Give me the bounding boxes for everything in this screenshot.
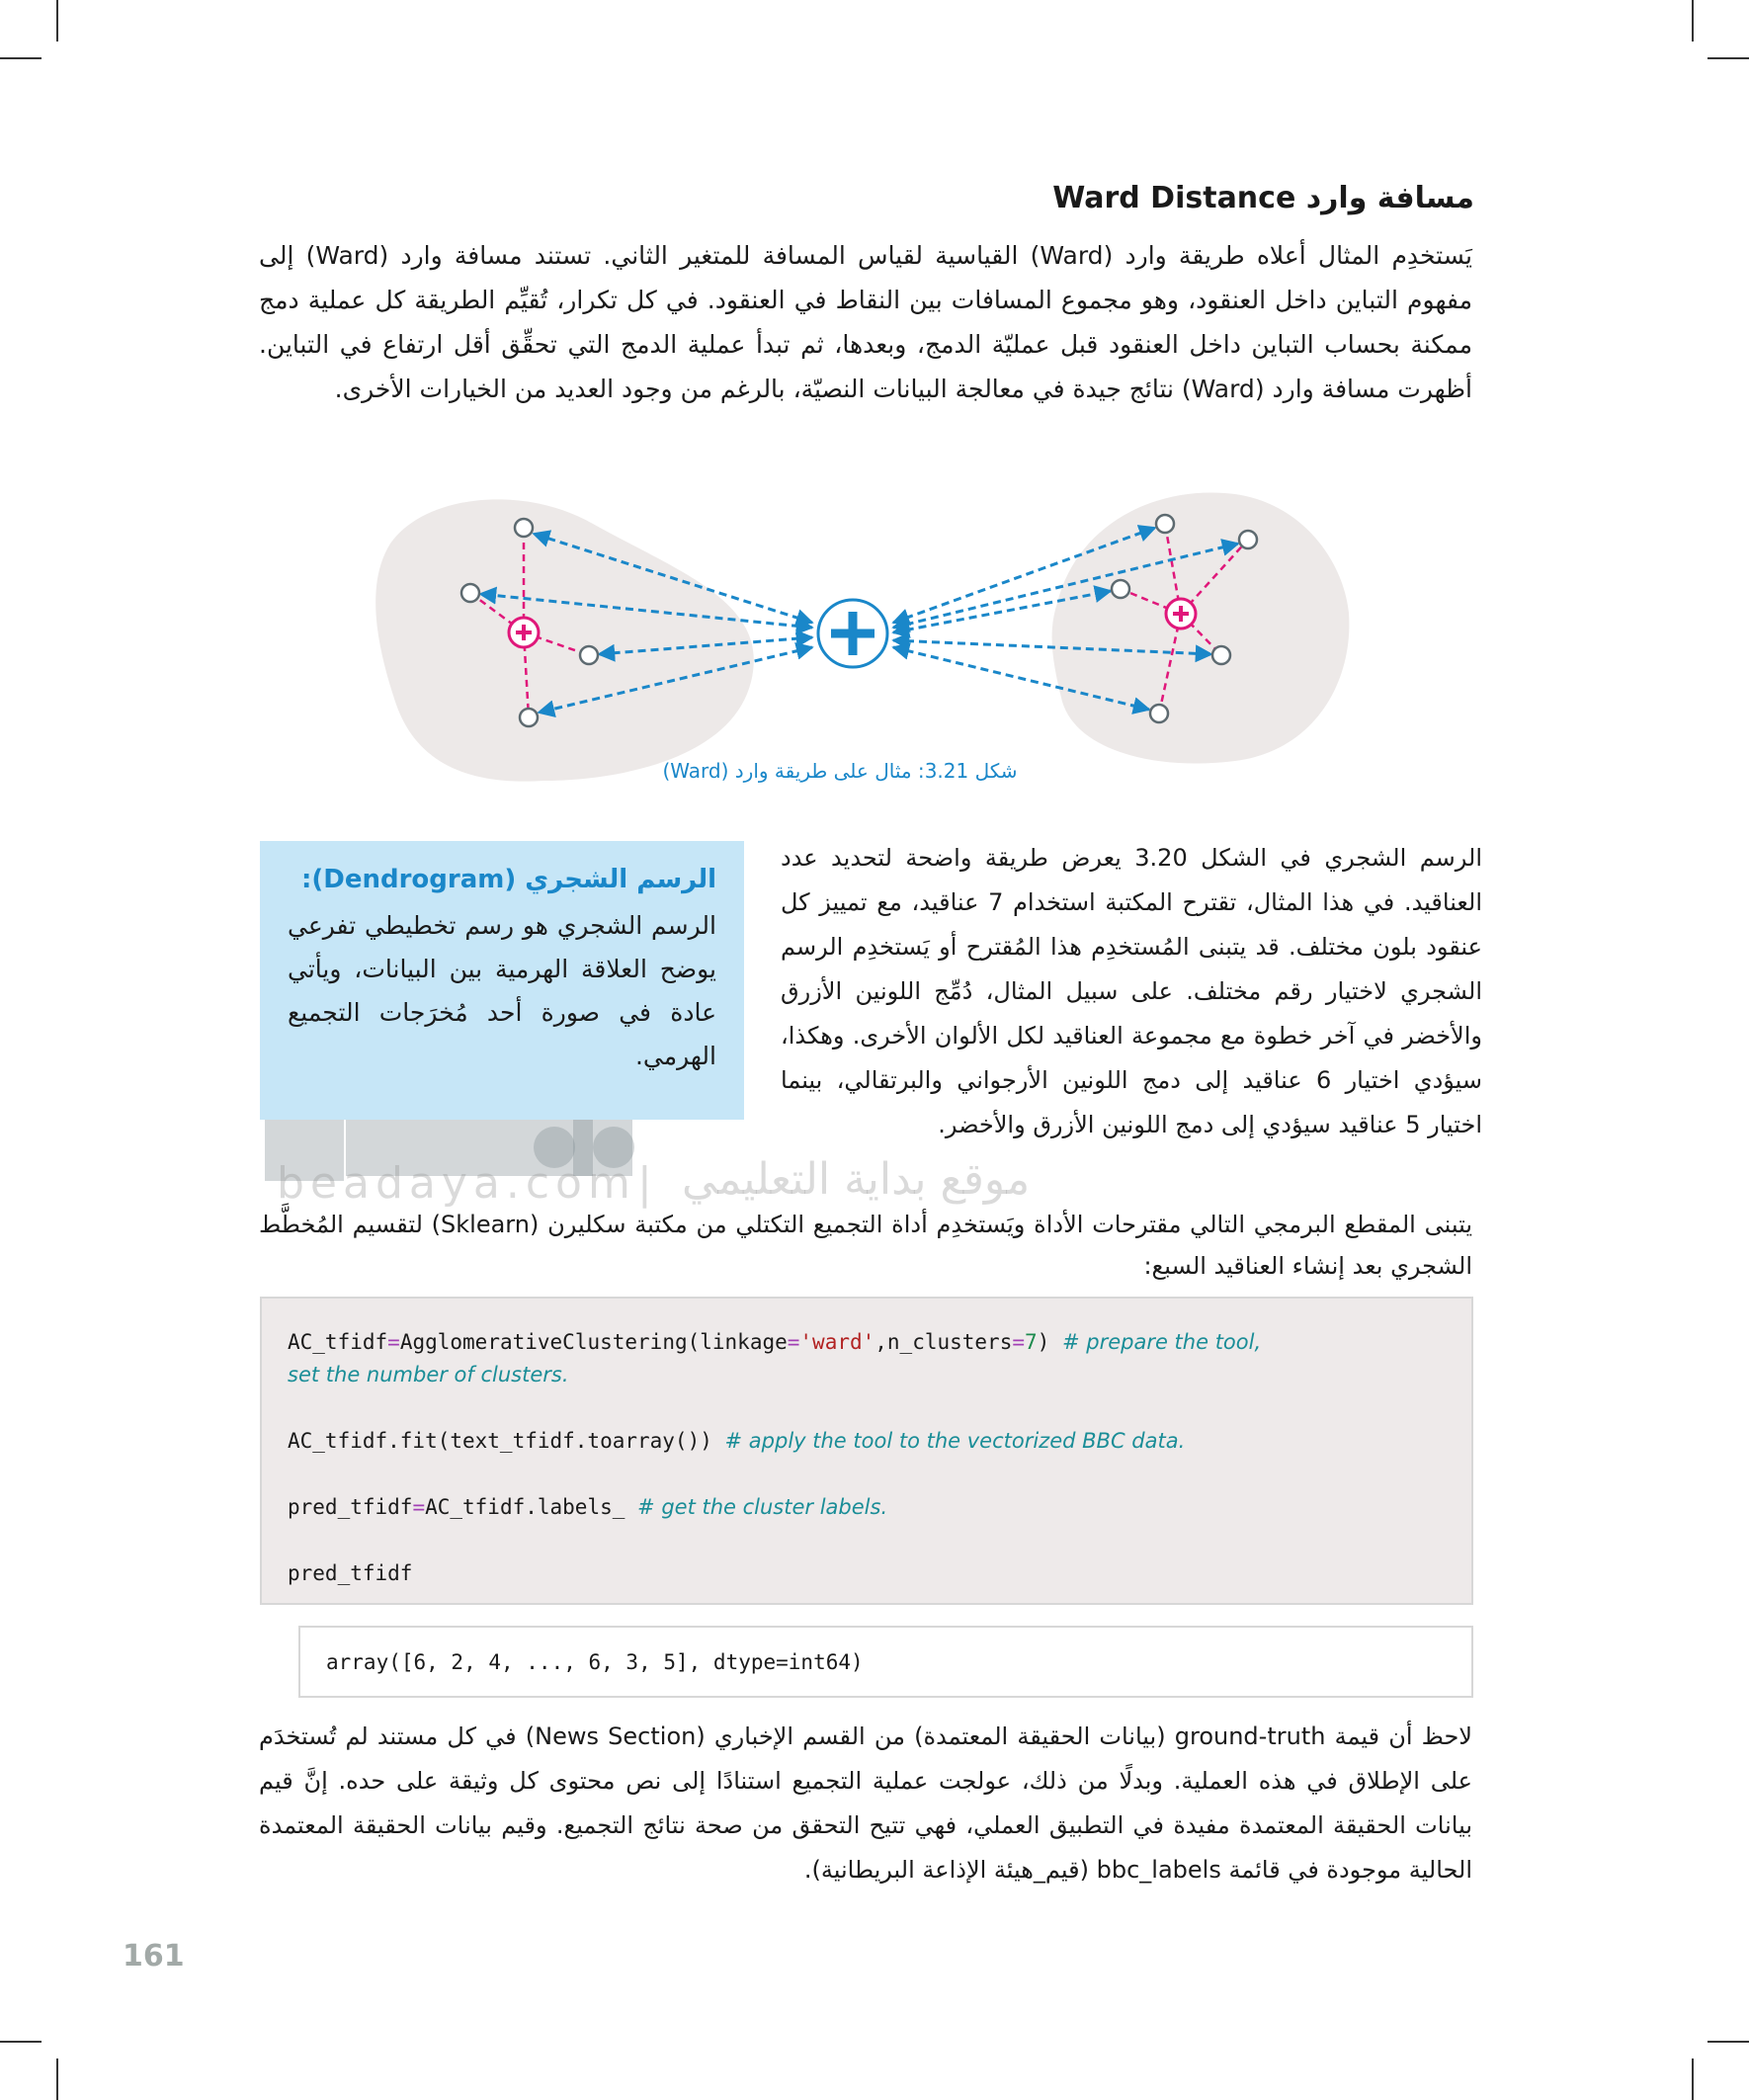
code-line-3: pred_tfidf=AC_tfidf.labels_ # get the cluster labels. — [288, 1495, 888, 1519]
ward-diagram — [366, 484, 1354, 791]
section-title: مسافة وارد Ward Distance — [1052, 181, 1474, 215]
code-comment: # get the cluster labels. — [637, 1495, 888, 1519]
intro-paragraph: يَستخدِم المثال أعلاه طريقة وارد (Ward) القياسية لقياس المسافة للمتغير الثاني. تستند مسافة وارد (Ward) إلى مفهوم التباين داخل العنقود، وهو مجموع المسافات بين النقاط في العنقود. في كل تكرار، تُقيِّم الطريقة كل عملية دمج ممكنة بحساب التباين داخل العنقود قبل عمليّة الدمج، وبعدها، ثم تبدأ عملية الدمج التي تحقِّق أقل ارتفاع في التباين. أظهرت مسافة وارد (Ward) نتائج جيدة في معالجة البيانات النصيّة، بالرغم من وجود العديد من الخيارات الأخرى. — [259, 241, 1472, 403]
crop-mark — [1707, 57, 1749, 59]
watermark-latin: beadaya.com — [277, 1158, 636, 1209]
crop-mark — [0, 2041, 42, 2043]
crop-mark — [1692, 2058, 1694, 2100]
code-comment: # prepare the tool, — [1061, 1330, 1262, 1354]
watermark-arabic: موقع بداية التعليمي — [682, 1154, 1031, 1205]
code-line-4: pred_tfidf — [288, 1561, 413, 1585]
crop-mark — [1707, 2041, 1749, 2043]
left-cluster-blob — [375, 499, 754, 781]
definition-body: الرسم الشجري هو رسم تخطيطي تفرعي يوضح العلاقة الهرمية بين البيانات، ويأتي عادة في صورة أحد مُخرَجات التجميع الهرمي. — [288, 911, 716, 1070]
crop-mark — [56, 2058, 58, 2100]
code-comment: set the number of clusters. — [288, 1363, 569, 1386]
crop-mark — [1692, 0, 1694, 42]
code-comment: # apply the tool to the vectorized BBC data. — [724, 1429, 1186, 1453]
code-line-2: AC_tfidf.fit(text_tfidf.toarray()) # apply the tool to the vectorized BBC data. — [288, 1429, 1186, 1453]
right-cluster-center-icon — [1166, 599, 1196, 629]
right-cluster-blob — [1052, 492, 1350, 763]
closing-paragraph: لاحظ أن قيمة ground-truth (بيانات الحقيقة المعتمدة) من القسم الإخباري (News Section) في كل مستند لم تُستخدَم على الإطلاق في هذه العملية. وبدلًا من ذلك، عولجت عملية التجميع استنادًا إلى نص محتوى كل وثيقة على حده. إنَّ قيم بيانات الحقيقة المعتمدة مفيدة في التطبيق العملي، فهي تتيح التحقق من صحة نتائج التجميع. وقيم بيانات الحقيقة المعتمدة الحالية موجودة في قائمة bbc_labels (قيم_هيئة الإذاعة البريطانية). — [259, 1722, 1472, 1884]
code-block[interactable] — [260, 1297, 1473, 1605]
code-line-1: AC_tfidf=AgglomerativeClustering(linkage='ward',n_clusters=7) # prepare the tool, — [288, 1330, 1262, 1354]
page-number: 161 — [123, 1939, 185, 1974]
code-intro-paragraph: يتبنى المقطع البرمجي التالي مقترحات الأداة ويَستخدِم أداة التجميع التكتلي من مكتبة سكليرن (Sklearn) لتقسيم المُخطَّط الشجري بعد إنشاء العناقيد السبع: — [259, 1211, 1473, 1280]
figure-caption: شكل 3.21: مثال على طريقة وارد (Ward) — [662, 759, 1018, 783]
definition-heading: الرسم الشجري (Dendrogram): — [300, 865, 716, 894]
definition-box — [260, 841, 744, 1120]
global-centroid-icon — [818, 600, 887, 667]
left-cluster-center-icon — [509, 618, 539, 647]
dendrogram-paragraph: الرسم الشجري في الشكل 3.20 يعرض طريقة واضحة لتحديد عدد العناقيد. في هذا المثال، تقترح المكتبة استخدام 7 عناقيد، مع تمييز كل عنقود بلون مختلف. قد يتبنى المُستخدِم هذا المُقترح أو يَستخدِم الرسم الشجري لاختيار رقم مختلف. على سبيل المثال، دُمِّج اللونين الأزرق والأخضر في آخر خطوة مع مجموعة العناقيد لكل الألوان الأخرى. وهكذا، سيؤدي اختيار 6 عناقيد إلى دمج اللونين الأرجواني والبرتقالي، بينما اختيار 5 عناقيد سيؤدي إلى دمج اللونين الأزرق والأخضر. — [781, 844, 1483, 1138]
crop-mark — [0, 57, 42, 59]
crop-mark — [56, 0, 58, 42]
watermark-separator: | — [637, 1158, 658, 1209]
code-output[interactable]: array([6, 2, 4, ..., 6, 3, 5], dtype=int64) — [298, 1626, 1473, 1698]
ward-diagram-svg — [366, 484, 1354, 791]
